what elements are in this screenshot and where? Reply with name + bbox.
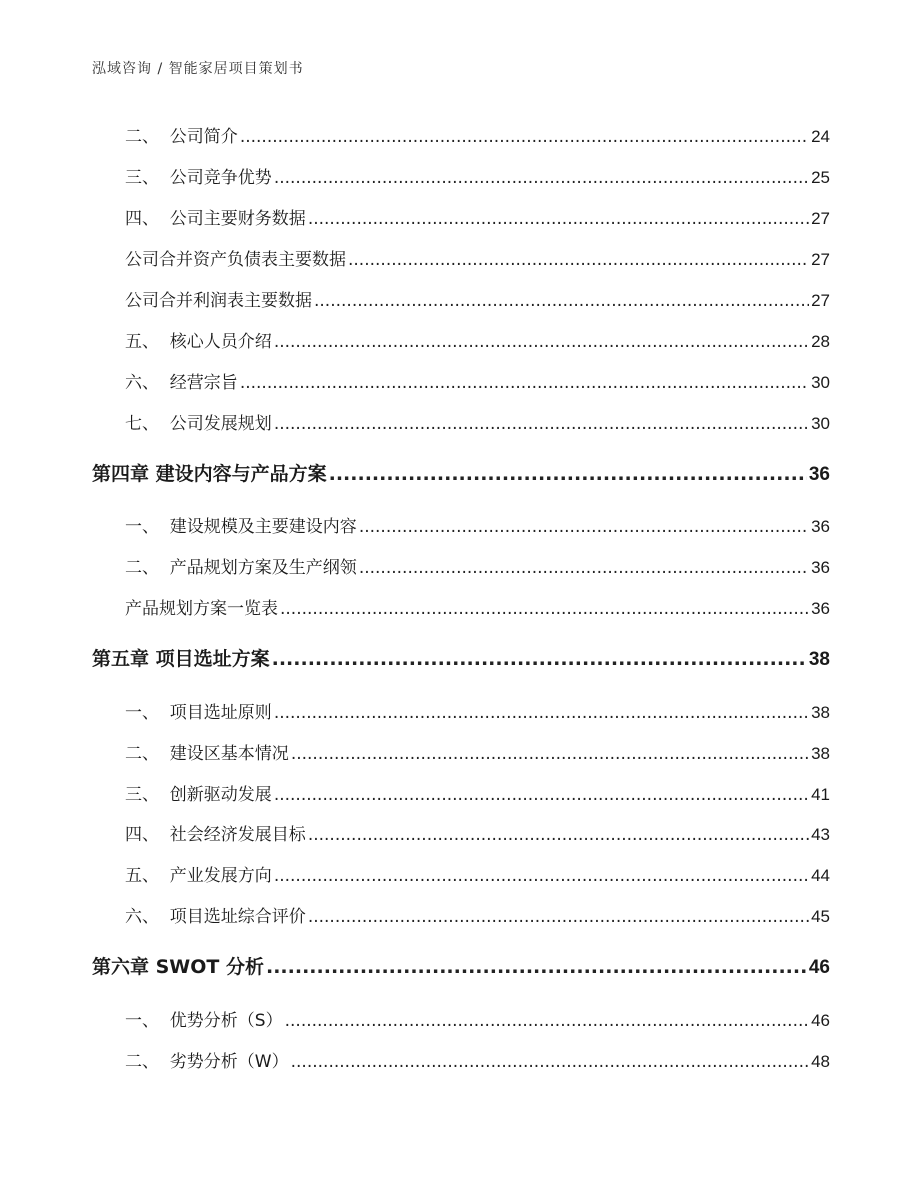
toc-entry-page: 44 <box>811 866 830 885</box>
toc-entry[interactable] <box>125 861 830 885</box>
toc-leader-dots <box>274 703 809 723</box>
toc-leader-dots <box>266 956 807 978</box>
toc-entry-title: 一、 优势分析（S） <box>125 1011 283 1031</box>
toc-entry-page: 27 <box>811 291 830 310</box>
toc-entry-title: 一、 建设规模及主要建设内容 <box>125 517 357 537</box>
toc-leader-dots <box>348 250 809 270</box>
toc-entry[interactable] <box>125 1047 830 1071</box>
toc-leader-dots <box>274 866 809 886</box>
toc-entry[interactable] <box>125 409 830 433</box>
toc-leader-dots <box>314 291 809 311</box>
toc-chapter-page: 38 <box>808 649 830 670</box>
toc-entry-page: 41 <box>811 785 830 804</box>
toc-entry-title: 产品规划方案一览表 <box>125 599 278 619</box>
toc-entry-title: 二、 劣势分析（W） <box>125 1052 289 1072</box>
toc-entry-page: 36 <box>811 517 830 536</box>
toc-chapter-page: 36 <box>808 464 830 485</box>
toc-leader-dots <box>291 1052 809 1072</box>
toc-entry-page: 48 <box>811 1052 830 1071</box>
toc-entry-page: 43 <box>811 825 830 844</box>
toc-entry-page: 38 <box>811 703 830 722</box>
toc-entry-title: 四、 公司主要财务数据 <box>125 209 306 229</box>
toc-entry-page: 36 <box>811 599 830 618</box>
toc-entry[interactable] <box>125 698 830 722</box>
toc-entry-page: 45 <box>811 907 830 926</box>
toc-leader-dots <box>274 785 809 805</box>
toc-leader-dots <box>280 599 809 619</box>
toc-leader-dots <box>274 168 809 188</box>
toc-entry[interactable] <box>125 286 830 310</box>
toc-entry-title: 二、 公司简介 <box>125 127 238 147</box>
toc-entry-title: 二、 产品规划方案及生产纲领 <box>125 558 357 578</box>
toc-entry-title: 公司合并利润表主要数据 <box>125 291 312 311</box>
toc-entry[interactable] <box>125 594 830 618</box>
toc-chapter-title: 第四章 建设内容与产品方案 <box>92 463 327 485</box>
toc-leader-dots <box>308 907 809 927</box>
toc-entry-title: 七、 公司发展规划 <box>125 414 272 434</box>
toc-entry-page: 30 <box>811 414 830 433</box>
toc-entry-page: 27 <box>811 209 830 228</box>
toc-entry-title: 五、 核心人员介绍 <box>125 332 272 352</box>
toc-entry-page: 24 <box>811 127 830 146</box>
toc-leader-dots <box>274 414 809 434</box>
toc-entry-page: 38 <box>811 744 830 763</box>
toc-entry-title: 三、 创新驱动发展 <box>125 785 272 805</box>
page-header: 泓域咨询 / 智能家居项目策划书 <box>92 61 304 77</box>
toc-entry[interactable] <box>125 204 830 228</box>
toc-chapter-title: 第六章 SWOT 分析 <box>92 956 264 978</box>
toc-leader-dots <box>329 463 807 485</box>
toc-entry[interactable] <box>125 512 830 536</box>
toc-entry[interactable] <box>125 122 830 146</box>
toc-entry-title: 六、 经营宗旨 <box>125 373 238 393</box>
toc-leader-dots <box>359 517 809 537</box>
toc-entry[interactable] <box>125 739 830 763</box>
toc-leader-dots <box>291 744 809 764</box>
toc-chapter-entry[interactable] <box>92 952 830 976</box>
toc-chapter-entry[interactable] <box>92 644 830 668</box>
toc-entry-title: 一、 项目选址原则 <box>125 703 272 723</box>
toc-entry-title: 三、 公司竞争优势 <box>125 168 272 188</box>
toc-entry-page: 27 <box>811 250 830 269</box>
toc-leader-dots <box>285 1011 809 1031</box>
toc-entry[interactable] <box>125 1006 830 1030</box>
toc-entry-page: 30 <box>811 373 830 392</box>
toc-chapter-title: 第五章 项目选址方案 <box>92 648 270 670</box>
toc-leader-dots <box>240 127 809 147</box>
toc-leader-dots <box>240 373 809 393</box>
toc-leader-dots <box>308 209 809 229</box>
toc-entry[interactable] <box>125 245 830 269</box>
toc-entry-page: 36 <box>811 558 830 577</box>
toc-leader-dots <box>359 558 809 578</box>
toc-chapter-entry[interactable] <box>92 459 830 483</box>
toc-entry[interactable] <box>125 553 830 577</box>
toc-entry-page: 28 <box>811 332 830 351</box>
toc-entry-title: 公司合并资产负债表主要数据 <box>125 250 346 270</box>
toc-entry[interactable] <box>125 780 830 804</box>
toc-entry-title: 五、 产业发展方向 <box>125 866 272 886</box>
toc-leader-dots <box>308 825 809 845</box>
toc-entry-title: 二、 建设区基本情况 <box>125 744 289 764</box>
toc-leader-dots <box>274 332 809 352</box>
toc-chapter-page: 46 <box>808 957 830 978</box>
toc-entry[interactable] <box>125 368 830 392</box>
toc-entry-title: 六、 项目选址综合评价 <box>125 907 306 927</box>
toc-entry[interactable] <box>125 902 830 926</box>
toc-entry-title: 四、 社会经济发展目标 <box>125 825 306 845</box>
toc-entry[interactable] <box>125 327 830 351</box>
toc-leader-dots <box>272 648 807 670</box>
toc-entry-page: 46 <box>811 1011 830 1030</box>
toc-entry[interactable] <box>125 820 830 844</box>
toc-entry-page: 25 <box>811 168 830 187</box>
toc-entry[interactable] <box>125 163 830 187</box>
